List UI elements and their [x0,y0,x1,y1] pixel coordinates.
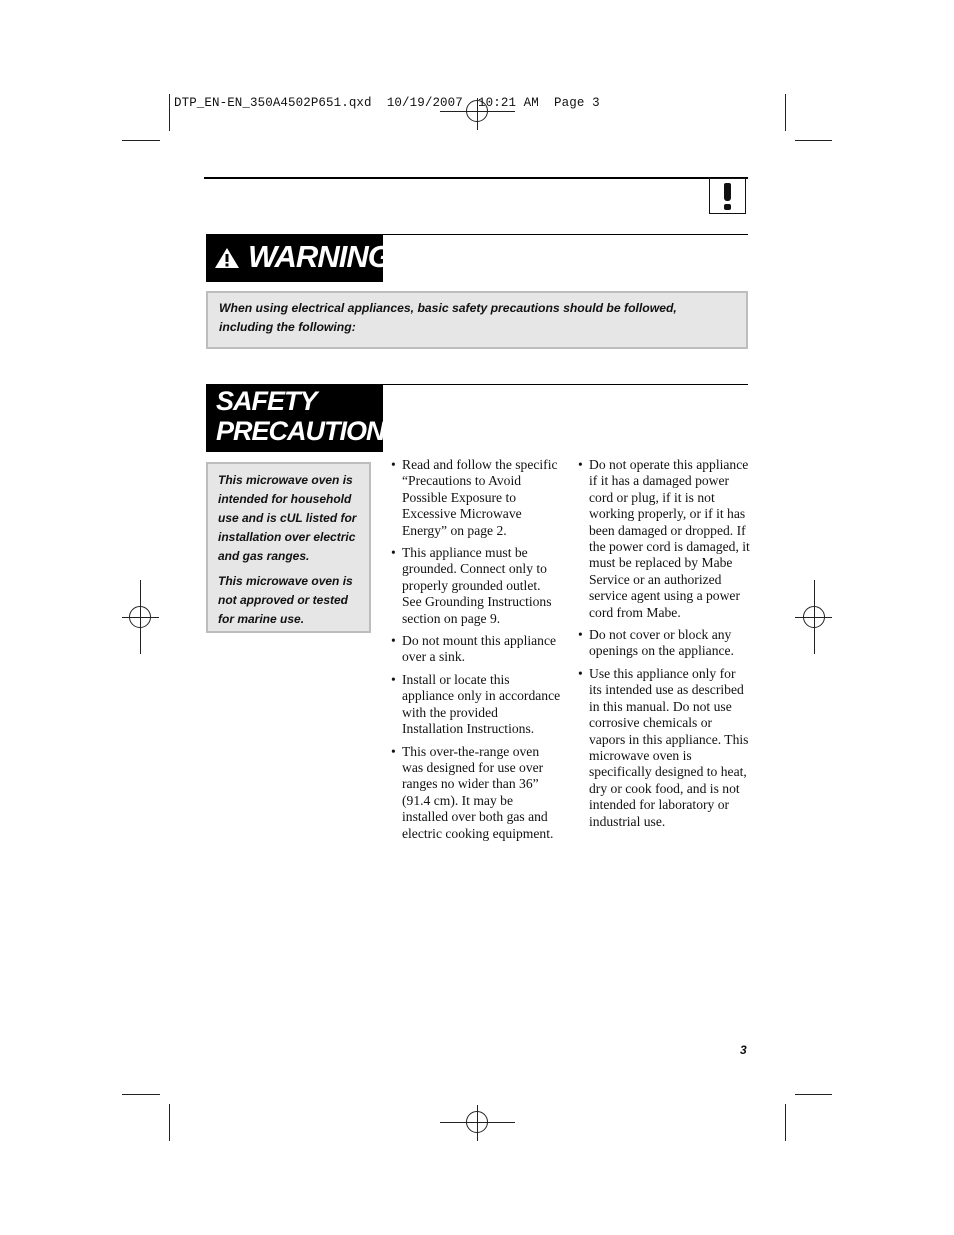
page-number: 3 [740,1043,747,1057]
registration-mark [803,606,825,628]
registration-mark [129,606,151,628]
registration-mark [466,1111,488,1133]
list-item: • Do not cover or block any openings on the appliance. [578,627,750,660]
crop-mark [795,1094,832,1095]
warning-intro-box [206,291,748,349]
warning-intro-text: When using electrical appliances, basic safety precautions should be followed, including the following: [219,301,677,334]
crop-mark [169,1104,170,1141]
list-item: • Do not operate this appliance if it has a damaged power cord or plug, if it is not working properly, or if it has been damaged or dropped. If the power cord is damaged, it must be replaced by Mabe Service or an authorized service agent using a power cord from Mabe. [578,457,750,621]
crop-mark [795,140,832,141]
list-item: • Use this appliance only for its intended use as described in this manual. Do not use corrosive chemicals or vapors in this appliance. This microwave oven is specifically designed to heat, dry or cook food, and is not intended for laboratory or industrial use. [578,666,750,830]
safety-note-household: This microwave oven is intended for household use and is cUL listed for installation over electric and gas ranges. [218,473,357,563]
print-slug-line: DTP_EN-EN_350A4502P651.qxd 10/19/2007 10:21 AM Page 3 [174,96,600,110]
safety-note-box [206,462,371,633]
safety-note-marine: This microwave oven is not approved or tested for marine use. [218,574,353,626]
safety-precautions-heading [206,385,402,452]
precautions-column-2 [578,457,750,836]
warning-triangle-icon [214,247,240,269]
top-rule [204,177,748,179]
list-item: • This appliance must be grounded. Connect only to properly grounded outlet. See Grounding Instructions section on page 9. [391,545,561,627]
warning-heading [206,235,391,282]
warning-title: WARNING [248,239,391,274]
safety-title-line1: SAFETY [216,386,317,416]
crop-mark [169,94,170,131]
crop-mark [785,94,786,131]
crop-mark [785,1104,786,1141]
safety-title-line2: PRECAUTIONS [216,416,402,446]
list-item: • Do not mount this appliance over a sink. [391,633,561,666]
list-item: • This over-the-range oven was designed for use over ranges no wider than 36” (91.4 cm). It may be installed over both gas and electric cooking equipment. [391,744,561,842]
precautions-column-1 [391,457,561,848]
exclamation-icon [709,178,746,214]
list-item: • Read and follow the specific “Precautions to Avoid Possible Exposure to Excessive Microwave Energy” on page 2. [391,457,561,539]
crop-mark [122,140,160,141]
list-item: • Install or locate this appliance only in accordance with the provided Installation Instructions. [391,672,561,738]
crop-mark [122,1094,160,1095]
